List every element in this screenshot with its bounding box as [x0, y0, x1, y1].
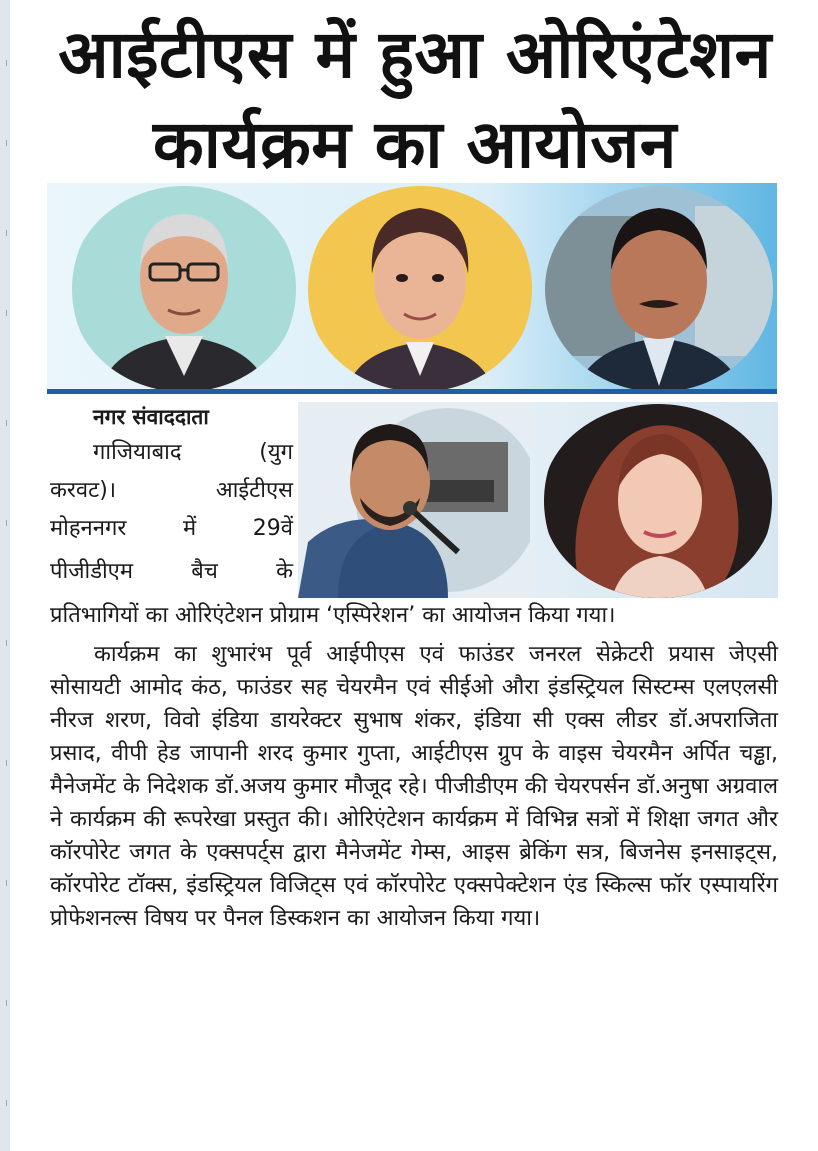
byline: नगर संवाददाता [93, 405, 209, 429]
intro-line-1: गाजियाबाद (युग [93, 440, 293, 465]
intro-line-2: करवट)। आईटीएस [50, 478, 293, 503]
intro-line-4: पीजीडीएम बैच के [50, 559, 293, 584]
portrait-photo-3 [545, 186, 773, 392]
portrait-photo-4 [542, 404, 774, 598]
intro-line-3: मोहननगर में 29वें [50, 516, 293, 541]
paragraph-1: प्रतिभागियों का ओरिएंटेशन प्रोग्राम ‘एस्पिरेशन’ का आयोजन किया गया। [50, 603, 616, 628]
headline-line-2: कार्यक्रम का आयोजन [153, 106, 677, 183]
headline [40, 10, 790, 190]
headline-line-1: आईटीएस में हुआ ओरिएंटेशन [58, 16, 772, 93]
speaker-photo [298, 402, 530, 598]
photo-banner-rule [47, 389, 777, 394]
paragraph-2: कार्यक्रम का शुभारंभ पूर्व आईपीएस एवं फाउंडर जनरल सेक्रेटरी प्रयास जेएसी सोसायटी आमोद कंठ, फाउंडर सह चेयरमैन एवं सीईओ औरा इंडस्ट्रियल सिस्टम्स एलएलसी नीरज शरण, विवो इंडिया डायरेक्टर सुभाष शंकर, इंडिया सी एक्स लीडर डॉ.अपराजिता प्रसाद, वीपी हेड जापानी शरद कुमार गुप्ता, आईटीएस ग्रुप के वाइस चेयरमैन अर्पित चड्ढा, मैनेजमेंट के निदेशक डॉ.अजय कुमार मौजूद रहे। पीजीडीएम की चेयरपर्सन डॉ.अनुषा अग्रवाल ने कार्यक्रम की रूपरेखा प्रस्तुत की। ओरिएंटेशन कार्यक्रम में विभिन्न सत्रों में शिक्षा जगत और कॉरपोरेट जगत के एक्सपर्ट्स द्वारा मैनेजमेंट गेम्स, आइस ब्रेकिंग सत्र, बिजनेस इनसाइट्स, कॉरपोरेट टॉक्स, इंडस्ट्रियल विजिट्स एवं कॉरपोरेट एक्सपेक्टेशन एंड स्किल्स फॉर एस्पायरिंग प्रोफेशनल्स विषय पर पैनल डिस्कशन का आयोजन किया गया। [50, 642, 778, 931]
article-body [50, 599, 778, 935]
page-margin-strip [0, 0, 10, 1151]
portrait-photo-2 [306, 186, 534, 392]
portrait-photo-1 [70, 186, 298, 392]
